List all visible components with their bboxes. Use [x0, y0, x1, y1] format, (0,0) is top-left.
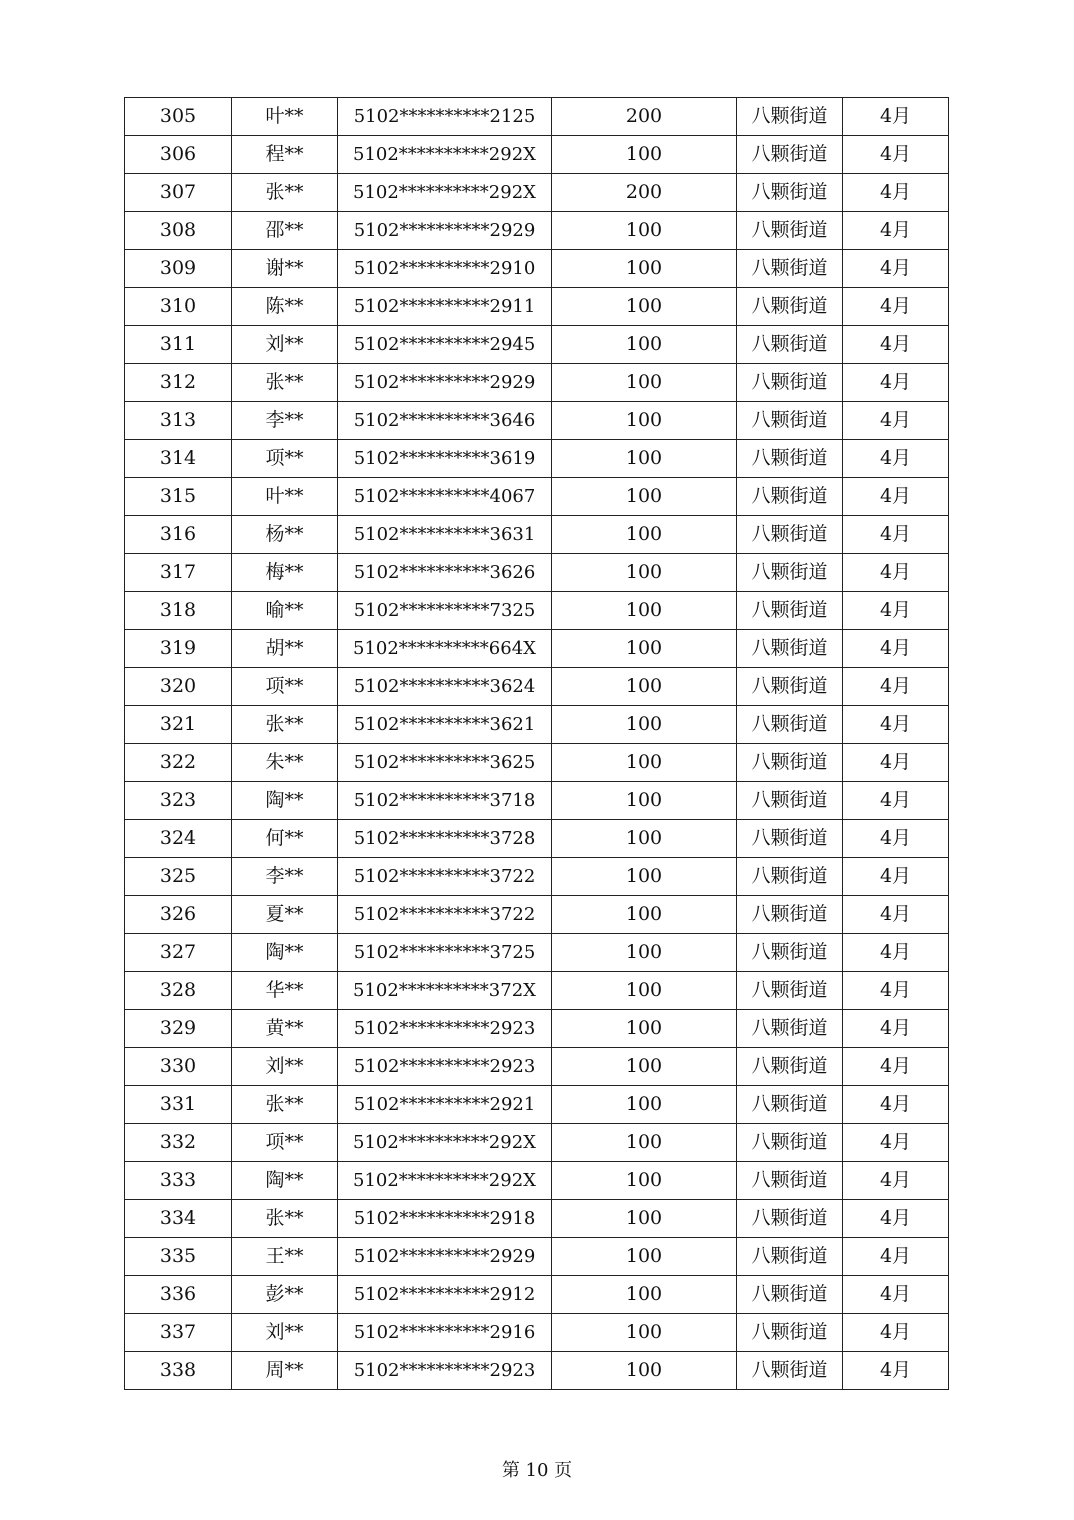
street-cell: 八颗街道 [737, 1276, 843, 1314]
name-cell: 华** [232, 972, 338, 1010]
month-cell: 4月 [843, 402, 949, 440]
id-number-cell: 5102**********2929 [338, 364, 552, 402]
row-number-cell: 333 [125, 1162, 232, 1200]
amount-cell: 100 [552, 1238, 737, 1276]
amount-cell: 100 [552, 934, 737, 972]
street-cell: 八颗街道 [737, 440, 843, 478]
row-number-cell: 310 [125, 288, 232, 326]
amount-cell: 200 [552, 174, 737, 212]
month-cell: 4月 [843, 1200, 949, 1238]
name-cell: 刘** [232, 1048, 338, 1086]
street-cell: 八颗街道 [737, 1200, 843, 1238]
amount-cell: 100 [552, 668, 737, 706]
id-number-cell: 5102**********3626 [338, 554, 552, 592]
row-number-cell: 331 [125, 1086, 232, 1124]
name-cell: 张** [232, 174, 338, 212]
row-number-cell: 306 [125, 136, 232, 174]
street-cell: 八颗街道 [737, 1010, 843, 1048]
id-number-cell: 5102**********3624 [338, 668, 552, 706]
row-number-cell: 329 [125, 1010, 232, 1048]
name-cell: 张** [232, 706, 338, 744]
name-cell: 胡** [232, 630, 338, 668]
street-cell: 八颗街道 [737, 1162, 843, 1200]
row-number-cell: 316 [125, 516, 232, 554]
month-cell: 4月 [843, 858, 949, 896]
street-cell: 八颗街道 [737, 136, 843, 174]
amount-cell: 100 [552, 1086, 737, 1124]
id-number-cell: 5102**********3621 [338, 706, 552, 744]
table-row [125, 820, 949, 858]
amount-cell: 100 [552, 136, 737, 174]
name-cell: 杨** [232, 516, 338, 554]
name-cell: 谢** [232, 250, 338, 288]
month-cell: 4月 [843, 820, 949, 858]
name-cell: 刘** [232, 1314, 338, 1352]
id-number-cell: 5102**********2923 [338, 1352, 552, 1390]
name-cell: 张** [232, 364, 338, 402]
table-row [125, 630, 949, 668]
street-cell: 八颗街道 [737, 288, 843, 326]
street-cell: 八颗街道 [737, 706, 843, 744]
street-cell: 八颗街道 [737, 1238, 843, 1276]
street-cell: 八颗街道 [737, 402, 843, 440]
table-row [125, 972, 949, 1010]
id-number-cell: 5102**********2910 [338, 250, 552, 288]
street-cell: 八颗街道 [737, 326, 843, 364]
roster-table-body [125, 98, 949, 1390]
month-cell: 4月 [843, 1238, 949, 1276]
street-cell: 八颗街道 [737, 782, 843, 820]
id-number-cell: 5102**********2912 [338, 1276, 552, 1314]
name-cell: 李** [232, 858, 338, 896]
name-cell: 周** [232, 1352, 338, 1390]
amount-cell: 100 [552, 858, 737, 896]
amount-cell: 100 [552, 364, 737, 402]
row-number-cell: 311 [125, 326, 232, 364]
name-cell: 张** [232, 1200, 338, 1238]
row-number-cell: 326 [125, 896, 232, 934]
month-cell: 4月 [843, 706, 949, 744]
amount-cell: 100 [552, 516, 737, 554]
street-cell: 八颗街道 [737, 212, 843, 250]
month-cell: 4月 [843, 1276, 949, 1314]
table-row [125, 98, 949, 136]
month-cell: 4月 [843, 1010, 949, 1048]
name-cell: 何** [232, 820, 338, 858]
street-cell: 八颗街道 [737, 896, 843, 934]
month-cell: 4月 [843, 1086, 949, 1124]
row-number-cell: 319 [125, 630, 232, 668]
table-row [125, 1276, 949, 1314]
amount-cell: 100 [552, 1200, 737, 1238]
table-row [125, 896, 949, 934]
id-number-cell: 5102**********2945 [338, 326, 552, 364]
amount-cell: 100 [552, 1314, 737, 1352]
name-cell: 邵** [232, 212, 338, 250]
table-row [125, 668, 949, 706]
id-number-cell: 5102**********2916 [338, 1314, 552, 1352]
amount-cell: 100 [552, 250, 737, 288]
table-row [125, 554, 949, 592]
name-cell: 黄** [232, 1010, 338, 1048]
row-number-cell: 318 [125, 592, 232, 630]
street-cell: 八颗街道 [737, 478, 843, 516]
name-cell: 陶** [232, 782, 338, 820]
amount-cell: 100 [552, 326, 737, 364]
id-number-cell: 5102**********292X [338, 1124, 552, 1162]
id-number-cell: 5102**********2911 [338, 288, 552, 326]
row-number-cell: 313 [125, 402, 232, 440]
street-cell: 八颗街道 [737, 972, 843, 1010]
row-number-cell: 317 [125, 554, 232, 592]
name-cell: 叶** [232, 98, 338, 136]
month-cell: 4月 [843, 136, 949, 174]
id-number-cell: 5102**********2923 [338, 1048, 552, 1086]
month-cell: 4月 [843, 1352, 949, 1390]
id-number-cell: 5102**********372X [338, 972, 552, 1010]
row-number-cell: 307 [125, 174, 232, 212]
row-number-cell: 309 [125, 250, 232, 288]
amount-cell: 100 [552, 478, 737, 516]
id-number-cell: 5102**********3631 [338, 516, 552, 554]
amount-cell: 100 [552, 440, 737, 478]
name-cell: 彭** [232, 1276, 338, 1314]
name-cell: 陶** [232, 1162, 338, 1200]
table-row [125, 250, 949, 288]
street-cell: 八颗街道 [737, 364, 843, 402]
month-cell: 4月 [843, 174, 949, 212]
name-cell: 项** [232, 1124, 338, 1162]
name-cell: 叶** [232, 478, 338, 516]
row-number-cell: 335 [125, 1238, 232, 1276]
name-cell: 夏** [232, 896, 338, 934]
id-number-cell: 5102**********3646 [338, 402, 552, 440]
id-number-cell: 5102**********2125 [338, 98, 552, 136]
table-row [125, 1086, 949, 1124]
month-cell: 4月 [843, 668, 949, 706]
table-row [125, 744, 949, 782]
month-cell: 4月 [843, 440, 949, 478]
street-cell: 八颗街道 [737, 1314, 843, 1352]
id-number-cell: 5102**********2929 [338, 1238, 552, 1276]
table-row [125, 136, 949, 174]
table-row [125, 364, 949, 402]
row-number-cell: 305 [125, 98, 232, 136]
amount-cell: 100 [552, 820, 737, 858]
name-cell: 李** [232, 402, 338, 440]
table-row [125, 1314, 949, 1352]
amount-cell: 100 [552, 1010, 737, 1048]
street-cell: 八颗街道 [737, 934, 843, 972]
street-cell: 八颗街道 [737, 1048, 843, 1086]
amount-cell: 100 [552, 630, 737, 668]
month-cell: 4月 [843, 744, 949, 782]
table-row [125, 212, 949, 250]
row-number-cell: 315 [125, 478, 232, 516]
id-number-cell: 5102**********3722 [338, 896, 552, 934]
id-number-cell: 5102**********3725 [338, 934, 552, 972]
row-number-cell: 322 [125, 744, 232, 782]
id-number-cell: 5102**********7325 [338, 592, 552, 630]
street-cell: 八颗街道 [737, 516, 843, 554]
name-cell: 王** [232, 1238, 338, 1276]
table-row [125, 1048, 949, 1086]
amount-cell: 100 [552, 1276, 737, 1314]
row-number-cell: 321 [125, 706, 232, 744]
amount-cell: 100 [552, 288, 737, 326]
amount-cell: 100 [552, 554, 737, 592]
row-number-cell: 314 [125, 440, 232, 478]
row-number-cell: 320 [125, 668, 232, 706]
table-row [125, 326, 949, 364]
month-cell: 4月 [843, 288, 949, 326]
street-cell: 八颗街道 [737, 630, 843, 668]
month-cell: 4月 [843, 212, 949, 250]
street-cell: 八颗街道 [737, 554, 843, 592]
row-number-cell: 334 [125, 1200, 232, 1238]
street-cell: 八颗街道 [737, 98, 843, 136]
id-number-cell: 5102**********3722 [338, 858, 552, 896]
table-row [125, 174, 949, 212]
name-cell: 项** [232, 668, 338, 706]
name-cell: 朱** [232, 744, 338, 782]
table-row [125, 516, 949, 554]
row-number-cell: 327 [125, 934, 232, 972]
month-cell: 4月 [843, 1048, 949, 1086]
street-cell: 八颗街道 [737, 592, 843, 630]
table-row [125, 1010, 949, 1048]
month-cell: 4月 [843, 782, 949, 820]
id-number-cell: 5102**********4067 [338, 478, 552, 516]
table-row [125, 288, 949, 326]
amount-cell: 100 [552, 1162, 737, 1200]
table-row [125, 1238, 949, 1276]
month-cell: 4月 [843, 1162, 949, 1200]
name-cell: 陶** [232, 934, 338, 972]
row-number-cell: 308 [125, 212, 232, 250]
id-number-cell: 5102**********3718 [338, 782, 552, 820]
row-number-cell: 330 [125, 1048, 232, 1086]
street-cell: 八颗街道 [737, 250, 843, 288]
row-number-cell: 336 [125, 1276, 232, 1314]
street-cell: 八颗街道 [737, 858, 843, 896]
row-number-cell: 312 [125, 364, 232, 402]
row-number-cell: 325 [125, 858, 232, 896]
month-cell: 4月 [843, 478, 949, 516]
name-cell: 陈** [232, 288, 338, 326]
name-cell: 刘** [232, 326, 338, 364]
month-cell: 4月 [843, 250, 949, 288]
amount-cell: 100 [552, 896, 737, 934]
table-row [125, 1162, 949, 1200]
month-cell: 4月 [843, 554, 949, 592]
page-number: 第 10 页 [501, 1460, 573, 1481]
amount-cell: 100 [552, 212, 737, 250]
month-cell: 4月 [843, 98, 949, 136]
table-row [125, 1352, 949, 1390]
table-row [125, 1200, 949, 1238]
id-number-cell: 5102**********664X [338, 630, 552, 668]
street-cell: 八颗街道 [737, 820, 843, 858]
table-row [125, 858, 949, 896]
amount-cell: 100 [552, 972, 737, 1010]
name-cell: 梅** [232, 554, 338, 592]
month-cell: 4月 [843, 1314, 949, 1352]
amount-cell: 100 [552, 592, 737, 630]
month-cell: 4月 [843, 592, 949, 630]
table-row [125, 402, 949, 440]
amount-cell: 200 [552, 98, 737, 136]
table-row [125, 478, 949, 516]
row-number-cell: 338 [125, 1352, 232, 1390]
street-cell: 八颗街道 [737, 744, 843, 782]
row-number-cell: 328 [125, 972, 232, 1010]
id-number-cell: 5102**********292X [338, 136, 552, 174]
id-number-cell: 5102**********2923 [338, 1010, 552, 1048]
name-cell: 项** [232, 440, 338, 478]
id-number-cell: 5102**********292X [338, 174, 552, 212]
id-number-cell: 5102**********292X [338, 1162, 552, 1200]
id-number-cell: 5102**********2918 [338, 1200, 552, 1238]
table-row [125, 934, 949, 972]
id-number-cell: 5102**********3619 [338, 440, 552, 478]
amount-cell: 100 [552, 744, 737, 782]
amount-cell: 100 [552, 706, 737, 744]
amount-cell: 100 [552, 782, 737, 820]
row-number-cell: 332 [125, 1124, 232, 1162]
amount-cell: 100 [552, 1124, 737, 1162]
id-number-cell: 5102**********3625 [338, 744, 552, 782]
table-row [125, 440, 949, 478]
street-cell: 八颗街道 [737, 1352, 843, 1390]
month-cell: 4月 [843, 896, 949, 934]
row-number-cell: 337 [125, 1314, 232, 1352]
month-cell: 4月 [843, 972, 949, 1010]
name-cell: 张** [232, 1086, 338, 1124]
id-number-cell: 5102**********3728 [338, 820, 552, 858]
month-cell: 4月 [843, 364, 949, 402]
table-row [125, 1124, 949, 1162]
amount-cell: 100 [552, 402, 737, 440]
table-row [125, 782, 949, 820]
amount-cell: 100 [552, 1048, 737, 1086]
month-cell: 4月 [843, 1124, 949, 1162]
street-cell: 八颗街道 [737, 668, 843, 706]
row-number-cell: 324 [125, 820, 232, 858]
amount-cell: 100 [552, 1352, 737, 1390]
street-cell: 八颗街道 [737, 174, 843, 212]
id-number-cell: 5102**********2929 [338, 212, 552, 250]
name-cell: 程** [232, 136, 338, 174]
month-cell: 4月 [843, 934, 949, 972]
row-number-cell: 323 [125, 782, 232, 820]
street-cell: 八颗街道 [737, 1124, 843, 1162]
id-number-cell: 5102**********2921 [338, 1086, 552, 1124]
month-cell: 4月 [843, 516, 949, 554]
name-cell: 喻** [232, 592, 338, 630]
street-cell: 八颗街道 [737, 1086, 843, 1124]
table-row [125, 592, 949, 630]
roster-table [124, 97, 949, 1390]
month-cell: 4月 [843, 630, 949, 668]
table-row [125, 706, 949, 744]
month-cell: 4月 [843, 326, 949, 364]
